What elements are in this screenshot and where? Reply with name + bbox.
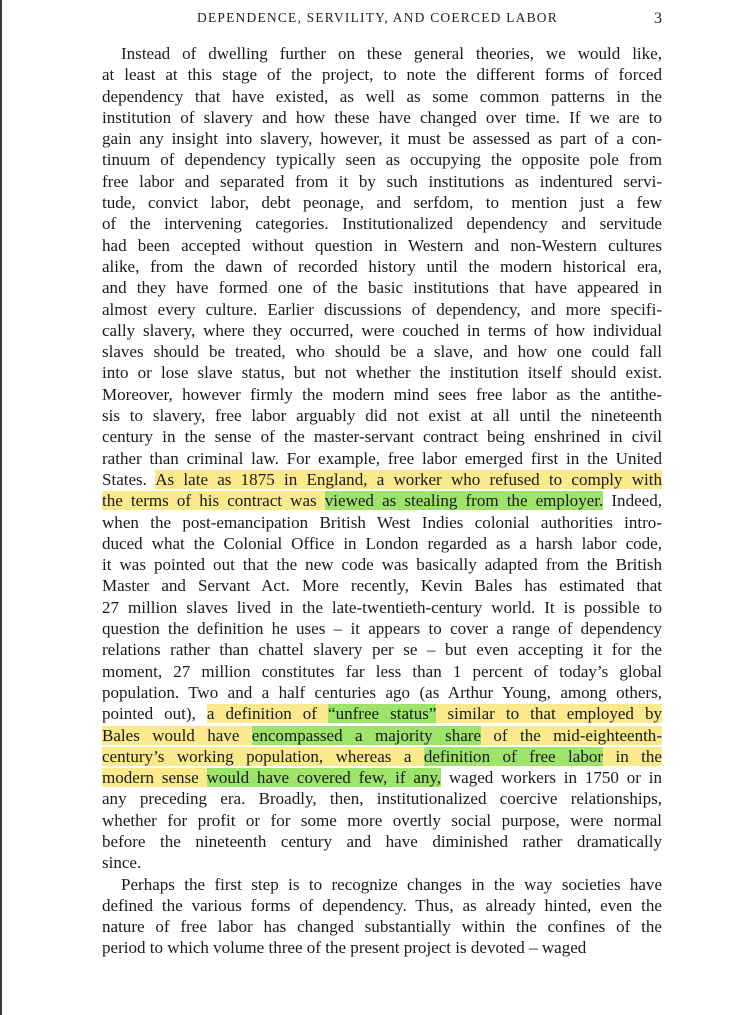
text-run: tinuum of dependency typically seen as occupying the opposite pole from bbox=[102, 150, 662, 170]
highlight-yellow: As late as 1875 in England, a worker who refused to comply with bbox=[155, 469, 662, 489]
text-line bbox=[102, 618, 662, 639]
text-run: defined the various forms of dependency. Thus, as already hinted, even the bbox=[102, 895, 662, 915]
text-line bbox=[102, 362, 662, 383]
text-run: cally slavery, where they occurred, were couched in terms of how individual bbox=[102, 320, 662, 340]
text-line bbox=[102, 767, 662, 788]
text-run: almost every culture. Earlier discussions of dependency, and more specifi- bbox=[102, 299, 662, 319]
text-run: alike, from the dawn of recorded history until the modern historical era, bbox=[102, 256, 662, 276]
text-run: question the definition he uses – it appears to cover a range of dependency bbox=[102, 619, 662, 639]
page-number: 3 bbox=[654, 10, 662, 27]
text-run: and they have formed one of the basic institutions that have appeared in bbox=[102, 278, 662, 298]
text-line bbox=[102, 682, 662, 703]
text-run: slaves should be treated, who should be a slave, and how one could fall bbox=[102, 342, 662, 362]
text-line bbox=[102, 937, 662, 958]
text-run: pointed out), bbox=[102, 704, 207, 724]
text-run: institution of slavery and how these have changed over time. If we are to bbox=[102, 107, 662, 127]
body-text bbox=[102, 43, 662, 959]
text-line bbox=[102, 256, 662, 277]
text-run: it was pointed out that the new code was basically adapted from the British bbox=[102, 555, 662, 575]
text-run: relations rather than chattel slavery per se – but even accepting it for the bbox=[102, 640, 662, 660]
text-run: gain any insight into slavery, however, it must be assessed as part of a con- bbox=[102, 129, 662, 149]
text-line bbox=[102, 171, 662, 192]
text-line bbox=[102, 299, 662, 320]
text-run: of the intervening categories. Institutionalized dependency and servitude bbox=[102, 214, 662, 234]
text-run: duced what the Colonial Office in London regarded as a harsh labor code, bbox=[102, 533, 662, 553]
text-line bbox=[102, 810, 662, 831]
text-line bbox=[102, 192, 662, 213]
highlight-green: viewed as stealing from the employer. bbox=[324, 491, 604, 511]
text-run: Perhaps the first step is to recognize changes in the way societies have bbox=[121, 874, 662, 894]
text-line bbox=[102, 874, 662, 895]
text-run: tude, convict labor, debt peonage, and serfdom, to mention just a few bbox=[102, 193, 662, 213]
text-run: period to which volume three of the present project is devoted – waged bbox=[102, 938, 587, 958]
highlight-yellow: century’s working population, whereas a bbox=[102, 746, 424, 766]
text-line bbox=[102, 320, 662, 341]
text-line bbox=[102, 661, 662, 682]
text-run: had been accepted without question in Western and non-Western cultures bbox=[102, 235, 662, 255]
text-line bbox=[102, 86, 662, 107]
highlight-green: definition of free labor bbox=[423, 746, 604, 766]
text-line bbox=[102, 554, 662, 575]
text-line bbox=[102, 235, 662, 256]
text-line bbox=[102, 746, 662, 767]
text-line bbox=[102, 149, 662, 170]
highlight-green: “unfree status” bbox=[328, 704, 437, 724]
highlight-yellow: of the mid-eighteenth- bbox=[481, 725, 662, 745]
text-run: before the nineteenth century and have diminished rather dramatically bbox=[102, 831, 662, 851]
text-run: Moreover, however firmly the modern mind sees free labor as the antithe- bbox=[102, 384, 662, 404]
text-run: dependency that have existed, as well as some common patterns in the bbox=[102, 86, 662, 106]
text-line bbox=[102, 788, 662, 809]
highlight-yellow: modern sense bbox=[102, 768, 207, 788]
text-run: any preceding era. Broadly, then, institutionalized coercive relationships, bbox=[102, 789, 662, 809]
text-line bbox=[102, 426, 662, 447]
text-run: rather than criminal law. For example, free labor emerged first in the United bbox=[102, 448, 662, 468]
text-run: waged workers in 1750 or in bbox=[441, 768, 662, 788]
text-line bbox=[102, 639, 662, 660]
highlight-yellow: a definition of bbox=[206, 704, 329, 724]
text-line bbox=[102, 831, 662, 852]
text-line bbox=[102, 43, 662, 64]
text-line bbox=[102, 341, 662, 362]
text-run: when the post-emancipation British West Indies colonial authorities intro- bbox=[102, 512, 662, 532]
text-run: century in the sense of the master-servant contract being enshrined in civil bbox=[102, 427, 662, 447]
paragraph bbox=[102, 874, 662, 959]
text-run: at least at this stage of the project, to note the different forms of forced bbox=[102, 65, 662, 85]
paragraph bbox=[102, 43, 662, 874]
highlight-green: would have covered few, if any, bbox=[206, 768, 442, 788]
text-line bbox=[102, 64, 662, 85]
highlight-yellow: Bales would have bbox=[102, 725, 252, 745]
text-run: population. Two and a half centuries ago (as Arthur Young, among others, bbox=[102, 682, 662, 702]
highlight-green: encompassed a majority share bbox=[251, 725, 482, 745]
text-run: States. bbox=[102, 469, 156, 489]
text-run: nature of free labor has changed substantially within the confines of the bbox=[102, 917, 662, 937]
text-run: whether for profit or for some more overtly social purpose, were normal bbox=[102, 810, 662, 830]
text-line bbox=[102, 128, 662, 149]
text-run: Instead of dwelling further on these general theories, we would like, bbox=[121, 44, 662, 63]
text-run: sis to slavery, free labor arguably did not exist at all until the nineteenth bbox=[102, 406, 662, 426]
text-line bbox=[102, 213, 662, 234]
highlight-yellow: the terms of his contract was bbox=[102, 491, 325, 511]
text-line bbox=[102, 107, 662, 128]
highlight-yellow: similar to that employed by bbox=[436, 704, 663, 724]
text-line bbox=[102, 512, 662, 533]
text-line bbox=[102, 277, 662, 298]
text-line bbox=[102, 469, 662, 490]
text-line bbox=[102, 597, 662, 618]
text-line bbox=[102, 725, 662, 746]
text-run: 27 million slaves lived in the late-twentieth-century world. It is possible to bbox=[102, 597, 662, 617]
text-line bbox=[102, 490, 662, 511]
text-line bbox=[102, 533, 662, 554]
text-line bbox=[102, 405, 662, 426]
running-head-title: DEPENDENCE, SERVILITY, AND COERCED LABOR bbox=[197, 10, 558, 25]
highlight-yellow: in the bbox=[603, 746, 662, 766]
text-line bbox=[102, 895, 662, 916]
text-line bbox=[102, 703, 662, 724]
text-line bbox=[102, 852, 662, 873]
text-run: free labor and separated from it by such institutions as indentured servi- bbox=[102, 171, 662, 191]
text-line bbox=[102, 575, 662, 596]
text-line bbox=[102, 448, 662, 469]
text-run: moment, 27 million constitutes far less than 1 percent of today’s global bbox=[102, 661, 662, 681]
text-line bbox=[102, 916, 662, 937]
text-run: Master and Servant Act. More recently, Kevin Bales has estimated that bbox=[102, 576, 662, 596]
text-run: since. bbox=[102, 853, 142, 873]
text-line bbox=[102, 384, 662, 405]
text-run: into or lose slave status, but not whether the institution itself should exist. bbox=[102, 363, 662, 383]
text-run: Indeed, bbox=[603, 491, 662, 511]
